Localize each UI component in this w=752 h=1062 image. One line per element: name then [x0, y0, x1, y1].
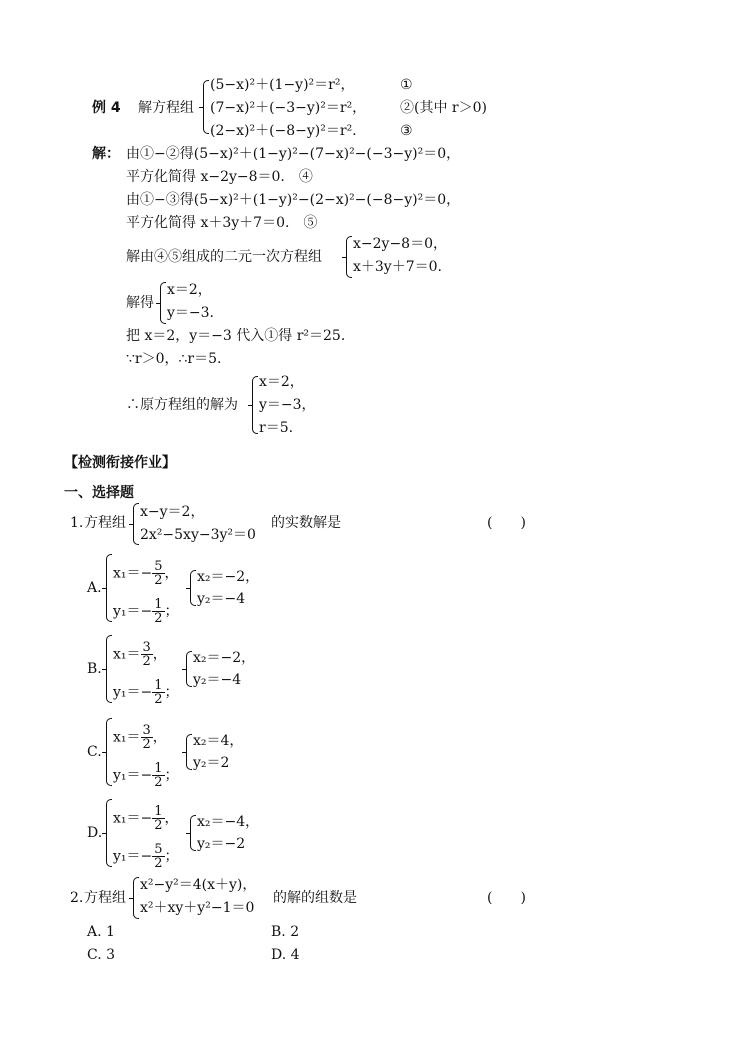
system-eq-1: x−2y−8＝0，	[353, 236, 447, 252]
final-brace	[252, 376, 258, 434]
example-tag-1: ①	[400, 77, 413, 93]
system-eq-2: x＋3y＋7＝0.	[353, 259, 442, 275]
q1-option-d-label: D.	[87, 825, 103, 841]
q1-option-a-y1: y₁＝− $\frac{1}{2}$ ；	[113, 597, 179, 626]
solution-line-1: 由①−②得(5−x)²＋(1−y)²−(7−x)²−(−3−y)²＝0，	[126, 146, 461, 162]
q1-option-b-x2: x₂＝−2，	[193, 650, 256, 666]
q2-option-d: D. 4	[271, 947, 300, 963]
q1-option-d-y1: y₁＝− $\frac{5}{2}$ ；	[113, 842, 179, 871]
q1-option-c-brace-1	[106, 718, 112, 786]
homework-title: 【检测衔接作业】	[64, 455, 176, 471]
q2-eq-1: x²−y²＝4(x＋y)，	[140, 877, 257, 893]
solution-line-2: 平方化简得 x−2y−8＝0. ④	[126, 169, 313, 185]
q1-option-a-x1: x₁＝− $\frac{5}{2}$ ，	[113, 559, 179, 588]
final-eq-3: r＝5.	[259, 420, 294, 436]
solution-line-4: 平方化简得 x＋3y＋7＝0. ⑤	[126, 215, 318, 231]
q2-option-a: A. 1	[87, 924, 115, 940]
q1-option-a-brace-2	[190, 570, 196, 606]
q2-eq-2: x²＋xy＋y²−1＝0	[140, 900, 255, 916]
q1-option-c-brace-2	[186, 734, 192, 770]
example-label: 例 4	[92, 100, 121, 116]
example-eq-2: (7−x)²＋(−3−y)²＝r²，	[210, 100, 367, 116]
q1-option-b-brace-1	[106, 635, 112, 703]
q1-option-a-y2: y₂＝−4	[197, 591, 246, 607]
final-intro: ∴原方程组的解为	[126, 397, 238, 413]
final-eq-2: y＝−3，	[259, 397, 316, 413]
example-eq-3: (2−x)²＋(−8−y)²＝r².	[210, 123, 357, 139]
solution-line-3: 由①−③得(5−x)²＋(1−y)²−(2−x)²−(−8−y)²＝0，	[126, 192, 461, 208]
example-eq-1: (5−x)²＋(1−y)²＝r²，	[210, 77, 355, 93]
solution-label: 解：	[92, 146, 120, 162]
q1-stem-pre: 方程组	[84, 515, 126, 531]
example-intro: 解方程组	[138, 100, 194, 116]
example-tag-2: ②(其中 r＞0)	[400, 100, 487, 116]
q1-option-b-x1: x₁＝ $\frac{3}{2}$ ，	[113, 640, 167, 669]
q2-option-c: C. 3	[87, 947, 116, 963]
since-line: ∵r＞0，∴r＝5.	[126, 351, 222, 367]
q1-option-c-y2: y₂＝2	[193, 755, 230, 771]
q1-option-c-y1: y₁＝− $\frac{1}{2}$ ；	[113, 761, 179, 790]
q1-option-c-label: C.	[87, 744, 102, 760]
q1-option-b-y2: y₂＝−4	[193, 672, 242, 688]
substitute-line: 把 x＝2，y＝−3 代入①得 r²＝25.	[126, 328, 346, 344]
q2-stem-post: 的解的组数是	[273, 890, 357, 906]
q2-answer-paren: ( )	[487, 890, 526, 906]
q1-option-b-y1: y₁＝− $\frac{1}{2}$ ；	[113, 678, 179, 707]
q1-option-d-y2: y₂＝−2	[197, 836, 246, 852]
q2-option-b: B. 2	[271, 924, 300, 940]
q1-option-a-label: A.	[87, 580, 102, 596]
q1-stem-post: 的实数解是	[271, 515, 341, 531]
example-tag-3: ③	[400, 123, 413, 139]
system-brace	[346, 236, 352, 278]
q2-brace	[133, 877, 139, 919]
q1-answer-paren: ( )	[487, 515, 526, 531]
q2-number: 2.	[70, 890, 84, 906]
q1-option-d-brace-1	[106, 799, 112, 867]
q1-option-b-label: B.	[87, 661, 102, 677]
q1-number: 1.	[70, 515, 84, 531]
q1-option-a-x2: x₂＝−2，	[197, 569, 260, 585]
q1-option-d-brace-2	[190, 815, 196, 851]
solve-eq-1: x＝2，	[167, 282, 212, 298]
q1-option-d-x2: x₂＝−4，	[197, 814, 260, 830]
system-intro: 解由④⑤组成的二元一次方程组	[126, 249, 322, 265]
final-eq-1: x＝2，	[259, 374, 304, 390]
q1-eq-2: 2x²−5xy−3y²＝0	[140, 527, 256, 543]
solve-eq-2: y＝−3.	[167, 305, 214, 321]
example-brace	[203, 80, 209, 134]
q2-stem-pre: 方程组	[84, 890, 126, 906]
section-title: 一、选择题	[64, 485, 134, 501]
q1-eq-1: x−y＝2，	[140, 504, 205, 520]
q1-option-a-brace-1	[106, 554, 112, 622]
q1-brace	[133, 503, 139, 545]
q1-option-b-brace-2	[186, 651, 192, 687]
q1-option-c-x2: x₂＝4，	[193, 733, 244, 749]
solve-brace	[160, 282, 166, 324]
q1-option-d-x1: x₁＝− $\frac{1}{2}$ ，	[113, 804, 179, 833]
solve-intro: 解得	[126, 295, 154, 311]
q1-option-c-x1: x₁＝ $\frac{3}{2}$ ，	[113, 723, 167, 752]
